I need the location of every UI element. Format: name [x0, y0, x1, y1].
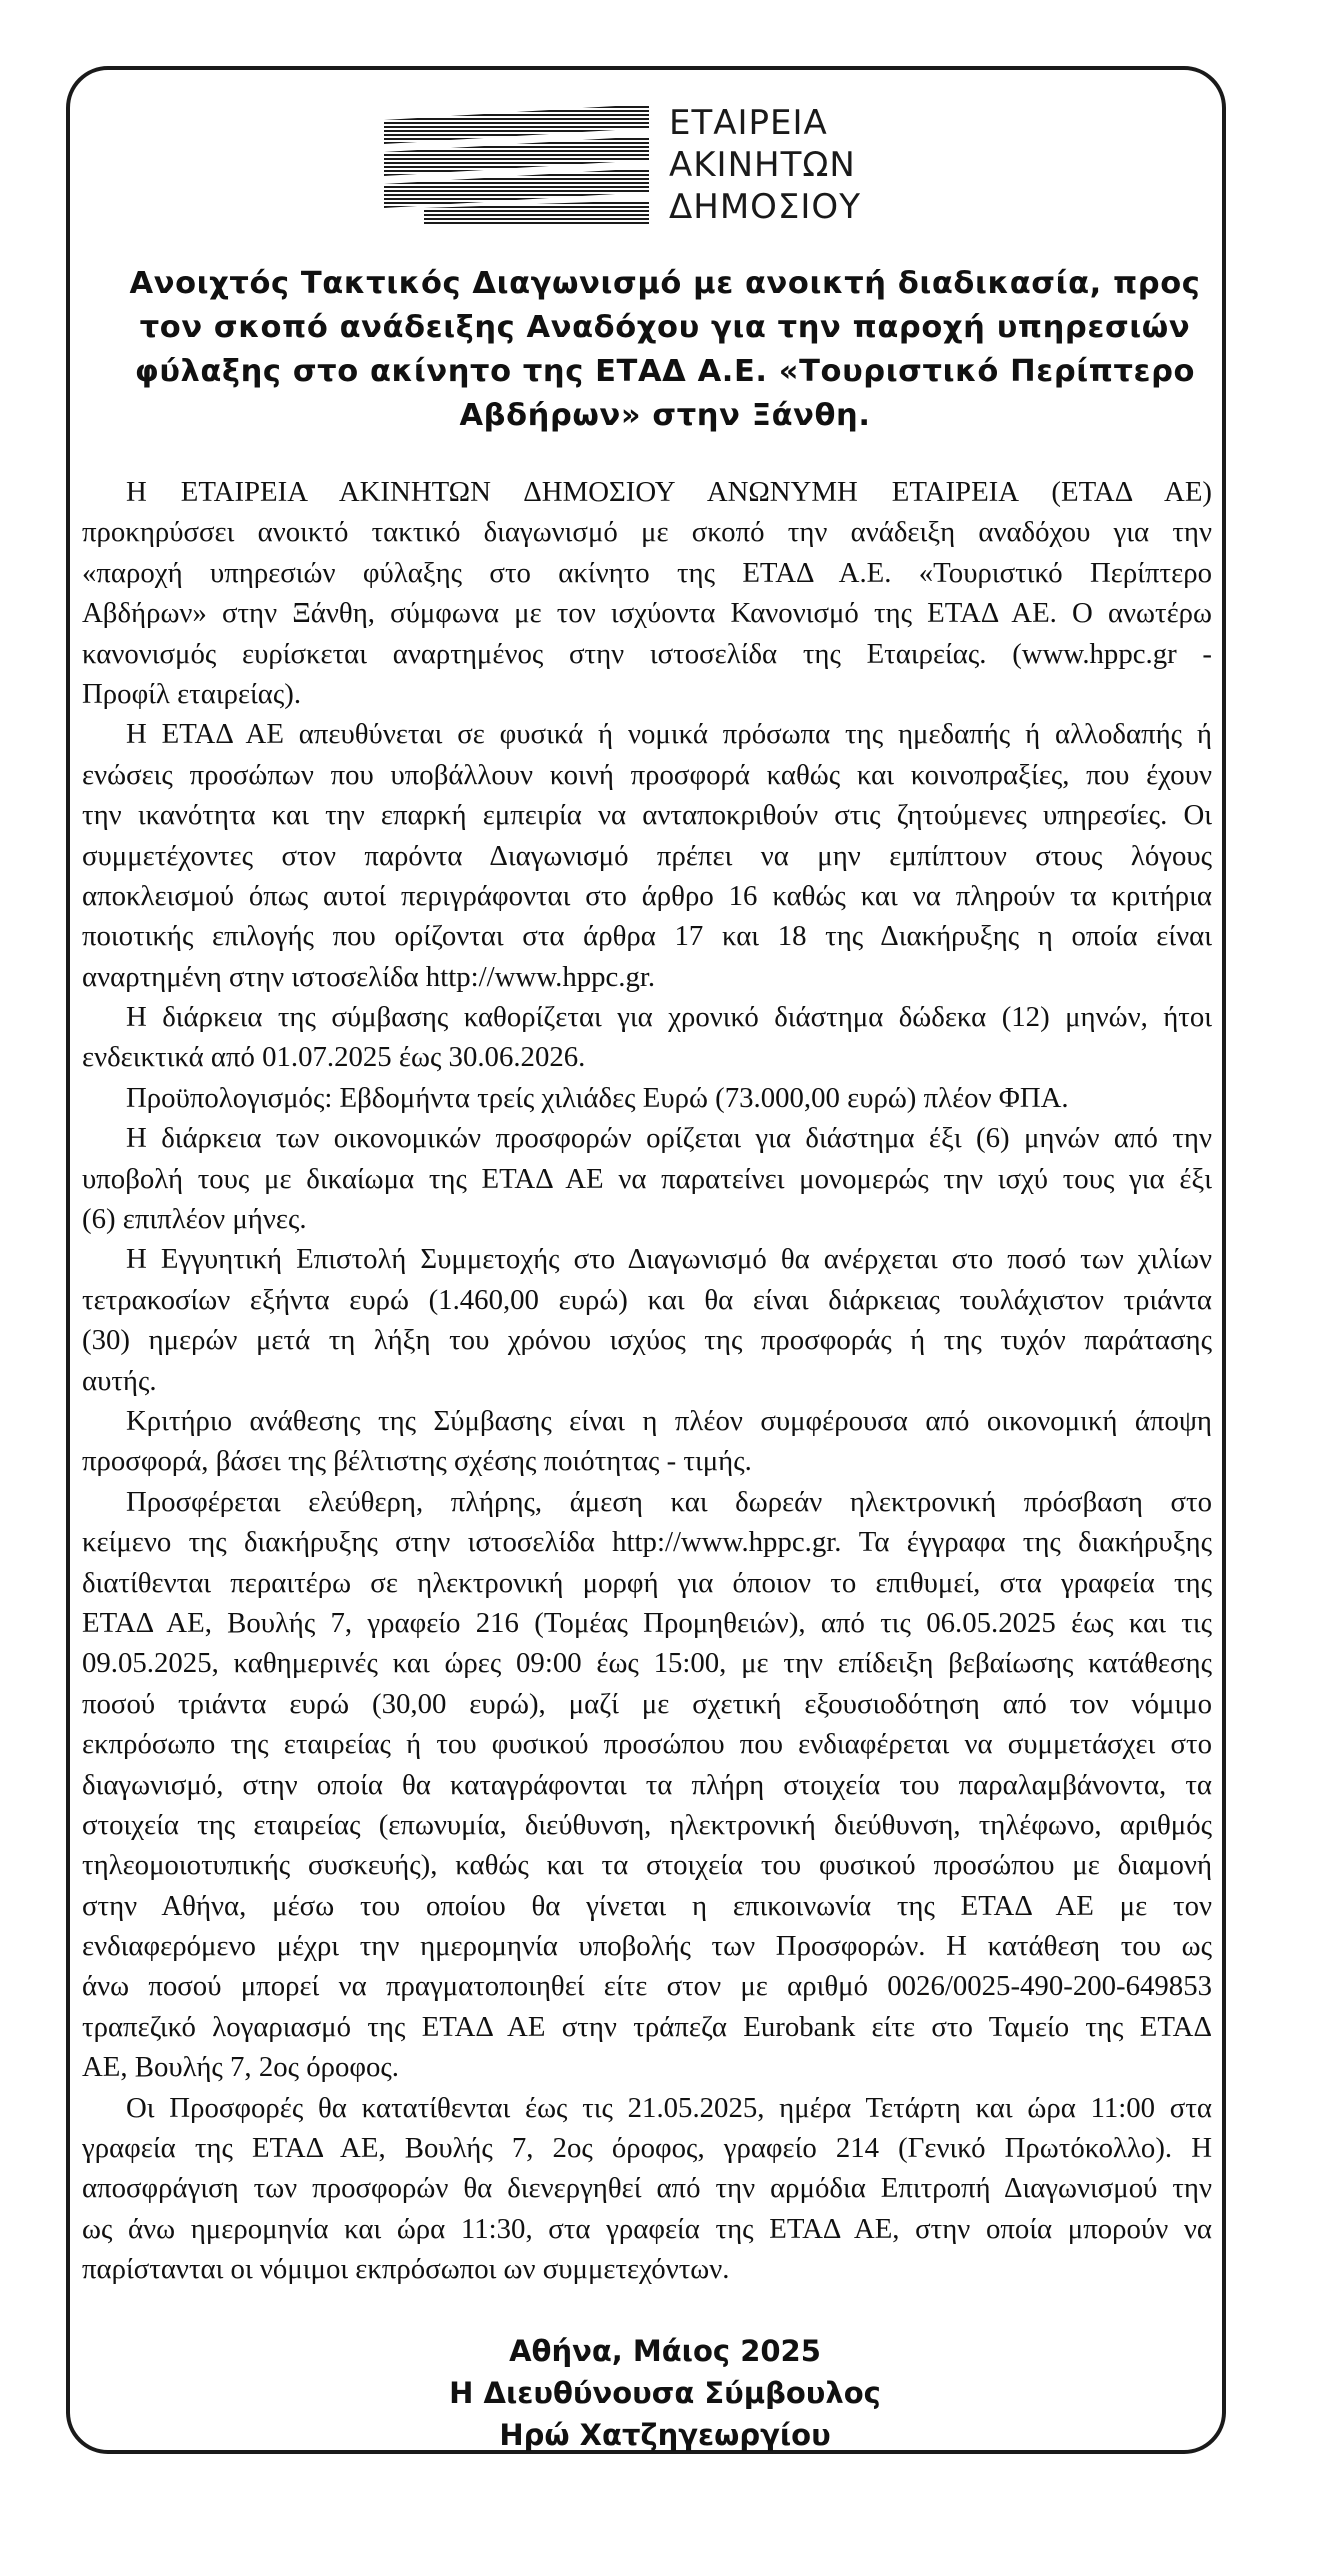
logo-line-2: ΑΚΙΝΗΤΩΝ — [669, 145, 856, 185]
body-text-line: υποβολή τους με δικαίωμα της ΕΤΑΔ ΑΕ να παρατείνει μονομερώς την ισχύ τους για έξι — [82, 1162, 1212, 1195]
body-text-line: κανονισμός ευρίσκεται αναρτημένος στην ιστοσελίδα της Εταιρείας. (www.hppc.gr - — [82, 637, 1212, 670]
body-text-line: παρίστανται οι νόμιμοι εκπρόσωποι ων συμμετεχόντων. — [82, 2253, 730, 2286]
body-text-line: τραπεζικό λογαριασμό της ΕΤΑΔ ΑΕ στην τράπεζα Eurobank είτε στο Ταμείο της ΕΤΑΔ — [82, 2010, 1212, 2043]
body-text-line: ως άνω ημερομηνία και ώρα 11:30, στα γραφεία της ΕΤΑΔ ΑΕ, στην οποία μπορούν να — [82, 2212, 1212, 2245]
title-line: Αβδήρων» στην Ξάνθη. — [459, 398, 871, 433]
company-logo — [384, 90, 904, 230]
notice-body — [82, 472, 1212, 2290]
body-text-line: αυτής. — [82, 1364, 157, 1397]
body-text-line: αναρτημένη στην ιστοσελίδα http://www.hppc.gr. — [82, 960, 656, 993]
body-text-line: Η διάρκεια της σύμβασης καθορίζεται για χρονικό διάστημα δώδεκα (12) μηνών, ήτοι — [126, 1001, 1212, 1034]
body-text-line: Προσφέρεται ελεύθερη, πλήρης, άμεση και δωρεάν ηλεκτρονική πρόσβαση στο — [126, 1485, 1212, 1518]
signature-role: Η Διευθύνουσα Σύμβουλος — [449, 2376, 881, 2410]
body-text-line: διατίθενται περαιτέρω σε ηλεκτρονική μορφή για όποιον το επιθυμεί, στα γραφεία της — [82, 1566, 1212, 1599]
signature-place-date: Αθήνα, Μάιος 2025 — [509, 2334, 821, 2368]
body-text-line: διαγωνισμό, στην οποία θα καταγράφονται τα πλήρη στοιχεία του παραλαμβάνοντα, τα — [82, 1768, 1212, 1801]
body-text-line: Η ΕΤΑΙΡΕΙΑ ΑΚΙΝΗΤΩΝ ΔΗΜΟΣΙΟΥ ΑΝΩΝΥΜΗ ΕΤΑΙΡΕΙΑ (ΕΤΑΔ ΑΕ) — [126, 476, 1212, 508]
body-text-line: στοιχεία της εταιρείας (επωνυμία, διεύθυνση, ηλεκτρονική διεύθυνση, τηλέφωνο, αριθμός — [82, 1808, 1212, 1841]
body-text-line: προκηρύσσει ανοικτό τακτικό διαγωνισμό με σκοπό την ανάδειξη αναδόχου για την — [82, 516, 1212, 549]
body-text-line: εκπρόσωπο της εταιρείας ή του φυσικού προσώπου που ενδιαφέρεται να συμμετάσχει στο — [82, 1728, 1212, 1761]
body-text-line: ΑΕ, Βουλής 7, 2ος όροφος. — [82, 2051, 400, 2084]
body-text-line: αποκλεισμού όπως αυτοί περιγράφονται στο άρθρο 16 καθώς και να πληρούν τα κριτήρια — [82, 879, 1212, 912]
body-text-line: αποσφράγιση των προσφορών θα διενεργηθεί από την αρμόδια Επιτροπή Διαγωνισμού την — [82, 2172, 1212, 2205]
body-text-line: (30) ημερών μετά τη λήξη του χρόνου ισχύος της προσφοράς ή της τυχόν παράτασης — [82, 1324, 1212, 1357]
body-text-line: ΕΤΑΔ ΑΕ, Βουλής 7, γραφείο 216 (Τομέας Προμηθειών), από τις 06.05.2025 έως και τις — [82, 1606, 1212, 1639]
body-text-line: άνω ποσού μπορεί να πραγματοποιηθεί είτε στον με αριθμό 0026/0025-490-200-649853 — [82, 1970, 1212, 2003]
body-text-line: ενδιαφερόμενο μέχρι την ημερομηνία υποβολής των Προσφορών. Η κατάθεση του ως — [82, 1930, 1212, 1963]
title-line: τον σκοπό ανάδειξης Αναδόχου για την παροχή υπηρεσιών — [139, 310, 1191, 345]
title-line: Ανοιχτός Τακτικός Διαγωνισμό με ανοικτή διαδικασία, προς — [129, 266, 1201, 301]
body-text-line: προσφορά, βάσει της βέλτιστης σχέσης ποιότητας - τιμής. — [82, 1445, 752, 1478]
body-text-line: 09.05.2025, καθημερινές και ώρες 09:00 έως 15:00, με την επίδειξη βεβαίωσης κατάθεσης — [82, 1647, 1212, 1680]
body-text-line: ποιοτικής επιλογής που ορίζονται στα άρθρα 17 και 18 της Διακήρυξης η οποία είναι — [82, 920, 1212, 953]
body-text-line: Αβδήρων» στην Ξάνθη, σύμφωνα με τον ισχύοντα Κανονισμό της ΕΤΑΔ ΑΕ. Ο ανωτέρω — [82, 597, 1212, 630]
body-text-line: «παροχή υπηρεσιών φύλαξης στο ακίνητο της ΕΤΑΔ Α.Ε. «Τουριστικό Περίπτερο — [82, 556, 1212, 589]
body-text-line: τηλεομοιοτυπικής συσκευής), καθώς και τα στοιχεία του φυσικού προσώπου με διαμονή — [82, 1849, 1212, 1882]
body-text-line: Η διάρκεια των οικονομικών προσφορών ορίζεται για διάστημα έξι (6) μηνών από την — [126, 1122, 1212, 1155]
body-text-line: Προϋπολογισμός: Εβδομήντα τρείς χιλιάδες Ευρώ (73.000,00 ευρώ) πλέον ΦΠΑ. — [126, 1081, 1069, 1114]
title-line: φύλαξης στο ακίνητο της ΕΤΑΔ Α.Ε. «Τουριστικό Περίπτερο — [134, 354, 1196, 389]
body-text-line: συμμετέχοντες στον παρόντα Διαγωνισμό πρέπει να μην εμπίπτουν στους λόγους — [82, 839, 1212, 872]
body-text-line: γραφεία της ΕΤΑΔ ΑΕ, Βουλής 7, 2ος όροφος, γραφείο 214 (Γενικό Πρωτόκολλο). Η — [82, 2132, 1212, 2165]
body-text-line: ποσού τριάντα ευρώ (30,00 ευρώ), μαζί με σχετική εξουσιοδότηση από τον νόμιμο — [82, 1687, 1212, 1720]
body-text-line: Προφίλ εταιρείας). — [82, 677, 302, 710]
body-text-line: ενδεικτικά από 01.07.2025 έως 30.06.2026. — [82, 1041, 586, 1074]
body-text-line: (6) επιπλέον μήνες. — [82, 1203, 307, 1236]
body-text-line: στην Αθήνα, μέσω του οποίου θα γίνεται η επικοινωνία της ΕΤΑΔ ΑΕ με τον — [82, 1889, 1212, 1922]
logo-stripes-icon — [384, 90, 664, 230]
body-text-line: ενώσεις προσώπων που υποβάλλουν κοινή προσφορά καθώς και κοινοπραξίες, που έχουν — [82, 758, 1212, 791]
body-text-line: Οι Προσφορές θα κατατίθενται έως τις 21.05.2025, ημέρα Τετάρτη και ώρα 11:00 στα — [126, 2091, 1212, 2124]
body-text-line: Η ΕΤΑΔ ΑΕ απευθύνεται σε φυσικά ή νομικά πρόσωπα της ημεδαπής ή αλλοδαπής ή — [126, 718, 1212, 751]
logo-line-3: ΔΗΜΟΣΙΟΥ — [669, 187, 861, 227]
logo-wordmark — [669, 102, 861, 228]
notice-title — [100, 262, 1230, 438]
body-text-line: κείμενο της διακήρυξης στην ιστοσελίδα http://www.hppc.gr. Τα έγγραφα της διακήρυξης — [82, 1526, 1212, 1559]
body-text-line: Κριτήριο ανάθεσης της Σύμβασης είναι η πλέον συμφέρουσα από οικονομική άποψη — [126, 1404, 1212, 1437]
signature-name: Ηρώ Χατζηγεωργίου — [499, 2418, 831, 2452]
signature-block — [100, 2330, 1230, 2456]
body-text-line: την ικανότητα και την επαρκή εμπειρία να ανταποκριθούν στις ζητούμενες υπηρεσίες. Οι — [82, 799, 1212, 832]
body-text-line: Η Εγγυητική Επιστολή Συμμετοχής στο Διαγωνισμό θα ανέρχεται στο ποσό των χιλίων — [126, 1243, 1212, 1276]
logo-line-1: ΕΤΑΙΡΕΙΑ — [669, 103, 828, 143]
body-text-line: τετρακοσίων εξήντα ευρώ (1.460,00 ευρώ) και θα είναι διάρκειας τουλάχιστον τριάντα — [82, 1283, 1212, 1316]
